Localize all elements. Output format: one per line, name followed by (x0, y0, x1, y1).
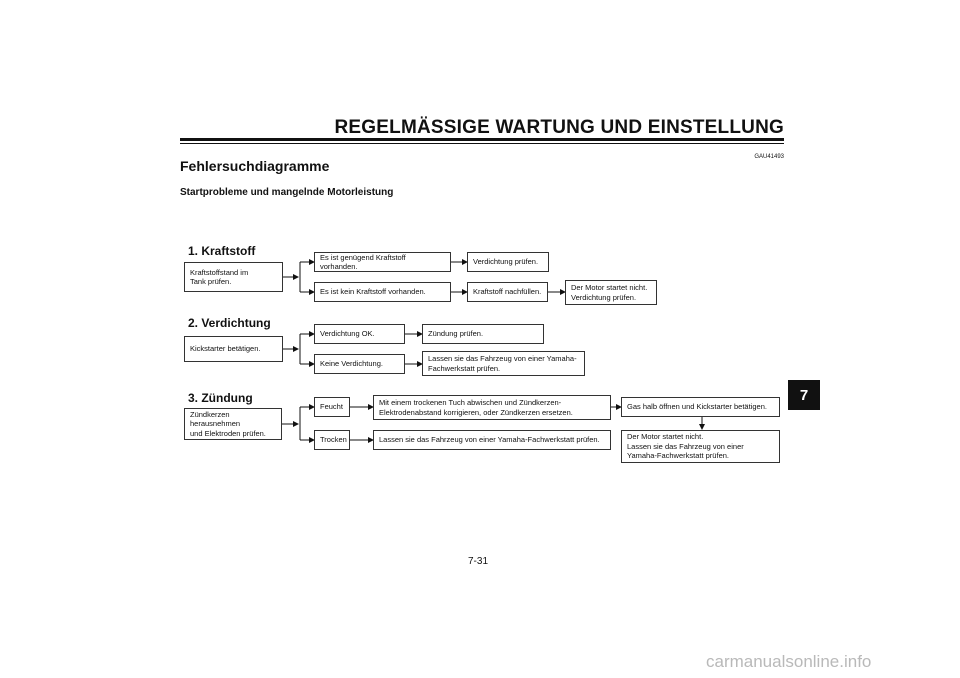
page-title: REGELMÄSSIGE WARTUNG UND EINSTELLUNG (334, 117, 784, 138)
page-number: 7-31 (468, 556, 489, 567)
heading-fuel: 1. Kraftstoff (188, 244, 256, 258)
box-fuel-check: Kraftstoffstand im Tank prüfen. (184, 262, 283, 292)
box-kickstarter: Kickstarter betätigen. (184, 336, 283, 362)
watermark: carmanualsonline.info (706, 652, 872, 671)
section-title: Fehlersuchdiagramme (180, 158, 330, 174)
box-fuel-none: Es ist kein Kraftstoff vorhanden. (314, 282, 451, 302)
box-compression-workshop: Lassen sie das Fahrzeug von einer Yamaha- Fachwerkstatt prüfen. (422, 351, 585, 376)
subtitle: Startprobleme und mangelnde Motorleistung (180, 187, 394, 198)
box-no-compression: Keine Verdichtung. (314, 354, 405, 374)
box-spark-plugs: Zündkerzen herausnehmen und Elektroden prüfen. (184, 408, 282, 440)
box-ignition-workshop: Lassen sie das Fahrzeug von einer Yamaha-Fachwerkstatt prüfen. (373, 430, 611, 450)
box-compression-ok: Verdichtung OK. (314, 324, 405, 344)
chapter-tab: 7 (788, 380, 820, 410)
box-wet: Feucht (314, 397, 350, 417)
box-check-ignition: Zündung prüfen. (422, 324, 544, 344)
box-fuel-enough: Es ist genügend Kraftstoff vorhanden. (314, 252, 451, 272)
box-dry: Trocken (314, 430, 350, 450)
box-refuel: Kraftstoff nachfüllen. (467, 282, 548, 302)
heading-compression: 2. Verdichtung (188, 316, 271, 330)
box-check-compression: Verdichtung prüfen. (467, 252, 549, 272)
box-throttle-kick: Gas halb öffnen und Kickstarter betätigen. (621, 397, 780, 417)
box-ignition-no-start: Der Motor startet nicht. Lassen sie das Fahrzeug von einer Yamaha-Fachwerkstatt prüfen. (621, 430, 780, 463)
heading-ignition: 3. Zündung (188, 391, 253, 405)
document-code: GAU41493 (754, 154, 784, 160)
box-wipe-plugs: Mit einem trockenen Tuch abwischen und Zündkerzen- Elektrodenabstand korrigieren, oder Zündkerzen ersetzen. (373, 395, 611, 420)
box-fuel-no-start: Der Motor startet nicht. Verdichtung prüfen. (565, 280, 657, 305)
